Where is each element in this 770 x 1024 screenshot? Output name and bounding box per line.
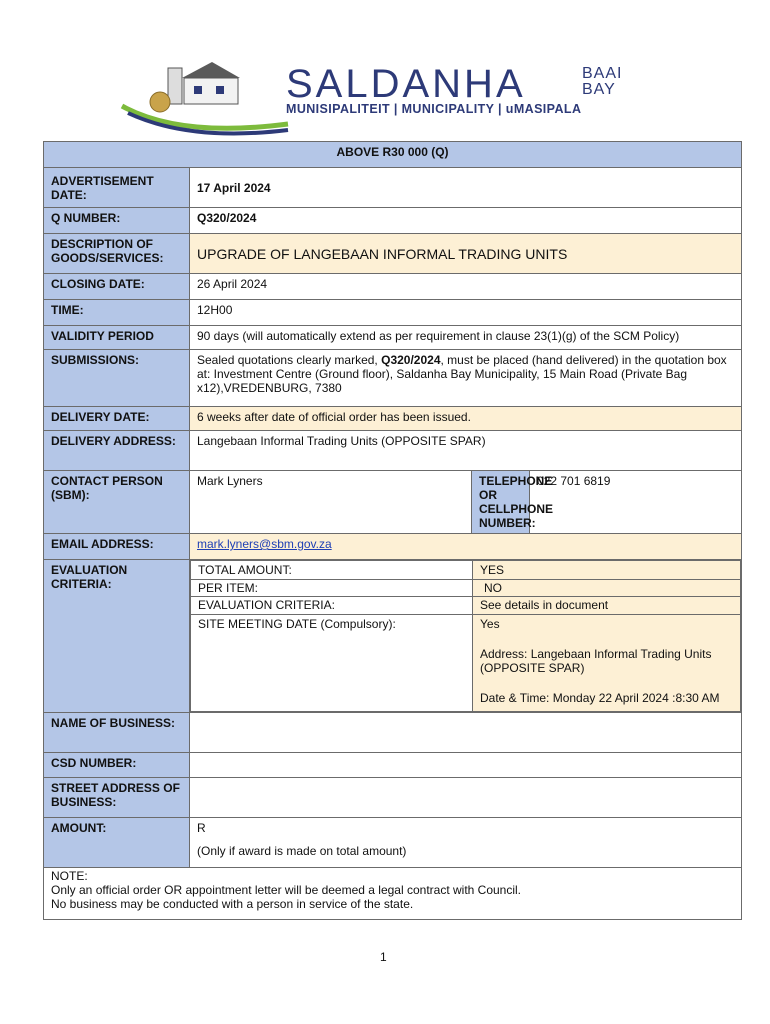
contact-person-value: Mark Lyners <box>190 471 472 534</box>
email-link[interactable]: mark.lyners@sbm.gov.za <box>197 537 332 551</box>
closing-date-label: CLOSING DATE: <box>44 274 190 300</box>
amount-label: AMOUNT: <box>44 818 190 868</box>
eval-site-address: Address: Langebaan Informal Trading Units (OPPOSITE SPAR) <box>480 647 712 675</box>
submissions-label: SUBMISSIONS: <box>44 350 190 407</box>
advert-date-label: ADVERTISEMENT DATE: <box>44 168 190 208</box>
street-address-label: STREET ADDRESS OF BUSINESS: <box>44 778 190 818</box>
business-name-label: NAME OF BUSINESS: <box>44 713 190 753</box>
description-label: DESCRIPTION OF GOODS/SERVICES: <box>44 234 190 274</box>
quotation-form-table <box>43 141 742 920</box>
time-value: 12H00 <box>190 300 742 326</box>
logo-baai: BAAI <box>582 65 623 82</box>
logo-title: SALDANHA <box>286 62 526 106</box>
eval-site-meeting-label: SITE MEETING DATE (Compulsory): <box>191 615 473 712</box>
eval-total-value: YES <box>473 561 741 580</box>
building-emblem-icon <box>120 58 290 140</box>
evaluation-criteria-cell <box>190 560 742 713</box>
time-label: TIME: <box>44 300 190 326</box>
eval-criteria-value: See details in document <box>473 597 741 615</box>
amount-field[interactable] <box>190 818 742 868</box>
logo-bay: BAY <box>582 81 616 98</box>
email-label: EMAIL ADDRESS: <box>44 534 190 560</box>
municipality-logo <box>120 58 640 140</box>
logo-subtitle: MUNISIPALITEIT | MUNICIPALITY | uMASIPALA <box>286 102 582 116</box>
eval-per-item-label: PER ITEM: <box>191 580 473 597</box>
delivery-address-label: DELIVERY ADDRESS: <box>44 431 190 471</box>
description-value: UPGRADE OF LANGEBAAN INFORMAL TRADING UNITS <box>190 234 742 274</box>
note-line-2: No business may be conducted with a person in service of the state. <box>51 897 414 911</box>
evaluation-inner-table <box>190 560 741 712</box>
validity-label: VALIDITY PERIOD <box>44 326 190 350</box>
q-number-label: Q NUMBER: <box>44 208 190 234</box>
delivery-address-value: Langebaan Informal Trading Units (OPPOSITE SPAR) <box>190 431 742 471</box>
submissions-text-post: , must be placed (hand delivered) in the quotation box at: Investment Centre (Ground floor), Saldanha Bay Municipality, 15 Main Road (Private Bag x12),VREDENBURG, 7380 <box>197 353 727 395</box>
amount-currency: R <box>197 821 206 835</box>
submissions-value <box>190 350 742 407</box>
contact-person-label: CONTACT PERSON (SBM): <box>44 471 190 534</box>
delivery-date-value: 6 weeks after date of official order has been issued. <box>190 407 742 431</box>
page-number: 1 <box>380 950 387 964</box>
note-line-1: Only an official order OR appointment letter will be deemed a legal contract with Council. <box>51 883 522 897</box>
csd-number-label: CSD NUMBER: <box>44 753 190 778</box>
telephone-value: 022 701 6819 <box>530 471 742 534</box>
eval-site-datetime: Date & Time: Monday 22 April 2024 :8:30 AM <box>480 691 720 705</box>
note-title: NOTE: <box>51 869 88 883</box>
validity-value: 90 days (will automatically extend as per requirement in clause 23(1)(g) of the SCM Policy) <box>190 326 742 350</box>
street-address-field[interactable] <box>190 778 742 818</box>
amount-note: (Only if award is made on total amount) <box>197 844 407 858</box>
eval-criteria-label: EVALUATION CRITERIA: <box>191 597 473 615</box>
eval-site-meeting-yes: Yes <box>480 617 500 631</box>
eval-total-label: TOTAL AMOUNT: <box>191 561 473 580</box>
csd-number-field[interactable] <box>190 753 742 778</box>
business-name-field[interactable] <box>190 713 742 753</box>
submissions-q-number: Q320/2024 <box>381 353 441 367</box>
submissions-text-pre: Sealed quotations clearly marked, <box>197 353 382 367</box>
eval-per-item-value: NO <box>473 580 741 597</box>
note-cell <box>44 868 742 920</box>
eval-site-meeting-value <box>473 615 741 712</box>
advert-date-value: 17 April 2024 <box>190 168 742 208</box>
form-header: ABOVE R30 000 (Q) <box>44 142 742 168</box>
logo-baai-bay <box>582 66 622 98</box>
telephone-label: TELEPHONE OR CELLPHONE NUMBER: <box>472 471 530 534</box>
email-cell <box>190 534 742 560</box>
closing-date-value: 26 April 2024 <box>190 274 742 300</box>
evaluation-label: EVALUATION CRITERIA: <box>44 560 190 713</box>
delivery-date-label: DELIVERY DATE: <box>44 407 190 431</box>
q-number-value: Q320/2024 <box>190 208 742 234</box>
